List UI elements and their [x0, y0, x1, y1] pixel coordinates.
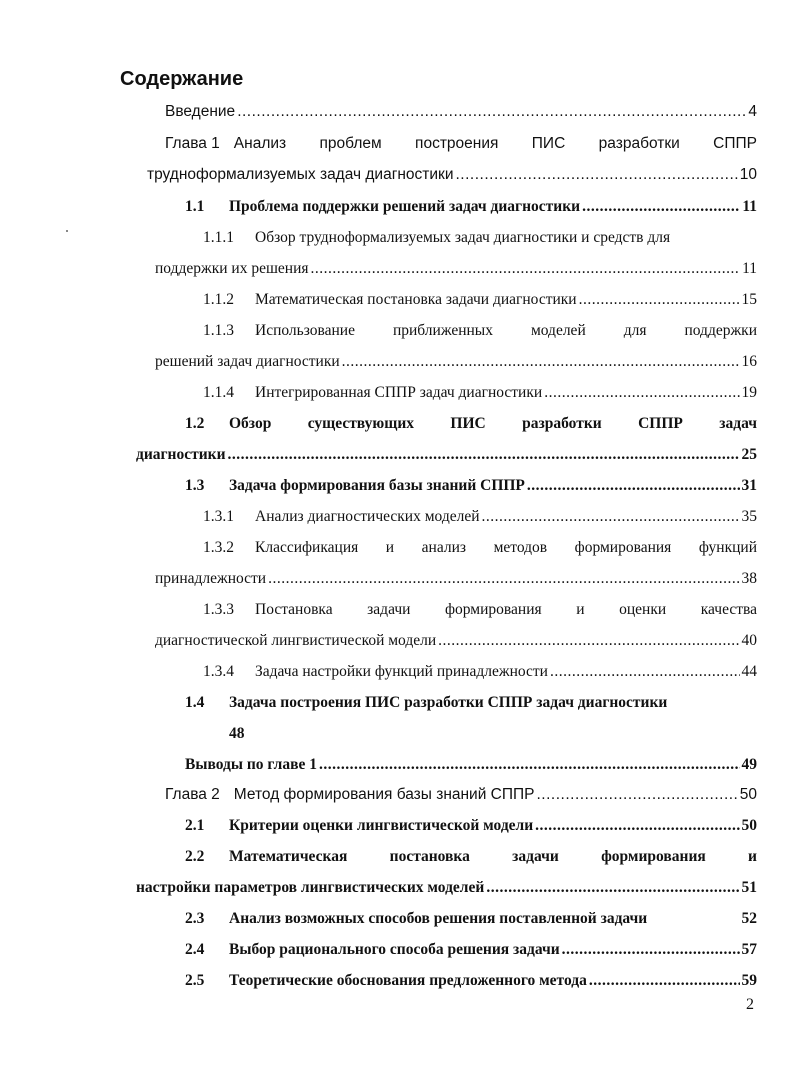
toc-entry-text: Задача формирования базы знаний СППР: [229, 477, 525, 494]
toc-page: 4: [748, 103, 757, 120]
toc-page: 11: [742, 260, 757, 277]
scan-speck: [66, 230, 68, 232]
toc-entry-text: Задача настройки функций принадлежности: [255, 663, 548, 680]
toc-num: 1.1: [185, 198, 205, 215]
page-number: 2: [746, 996, 754, 1013]
toc-entry-1-3-4[interactable]: [203, 659, 757, 681]
toc-page: 52: [741, 910, 757, 927]
toc-entry-text: Классификация и анализ методов формирования функций: [255, 539, 757, 556]
toc-entry-2-5[interactable]: [185, 968, 757, 990]
toc-entry-ch1-line2[interactable]: [147, 162, 757, 184]
toc-leader: [228, 446, 740, 464]
toc-entry-text: Постановка задачи формирования и оценки качества: [255, 601, 757, 618]
toc-num: 2.5: [185, 972, 205, 989]
toc-entry-2-2-line1[interactable]: [185, 844, 757, 866]
toc-page: 49: [741, 756, 757, 773]
toc-num: 1.1.3: [203, 322, 234, 339]
toc-leader: [456, 166, 738, 184]
toc-num: 1.1.2: [203, 291, 234, 308]
toc-entry-2-1[interactable]: [185, 813, 757, 835]
toc-page: 40: [741, 632, 757, 649]
toc-page: 48: [229, 725, 245, 742]
toc-num: 2.1: [185, 817, 205, 834]
toc-num: 1.3.2: [203, 539, 234, 556]
toc-entry-1-2-line2[interactable]: [136, 442, 757, 464]
toc-entry-ch2[interactable]: [165, 782, 757, 804]
toc-entry-text: Проблема поддержки решений задач диагностики: [229, 198, 581, 215]
toc-entry-ch1-line1[interactable]: [165, 131, 757, 153]
toc-num: 1.3: [185, 477, 205, 494]
toc-num: 1.3.1: [203, 508, 234, 525]
toc-entry-2-4[interactable]: [185, 937, 757, 959]
toc-num: 1.3.4: [203, 663, 234, 680]
toc-page: 16: [741, 353, 757, 370]
toc-page: 19: [741, 384, 757, 401]
toc-page: 11: [742, 198, 757, 215]
toc-entry-text: настройки параметров лингвистических моделей: [136, 879, 485, 896]
toc-entry-text: поддержки их решения: [155, 260, 309, 277]
toc-entry-text: Анализ диагностических моделей: [255, 508, 480, 525]
toc-entry-1-1-3-line2[interactable]: [155, 349, 757, 371]
toc-page: 57: [741, 941, 757, 958]
toc-entry-2-2-line2[interactable]: [136, 875, 757, 897]
toc-num: Глава 2: [165, 786, 220, 803]
toc-page: 25: [741, 446, 757, 463]
toc-page: 59: [741, 972, 757, 989]
toc-entry-text: Математическая постановка задачи формирования и: [229, 848, 757, 865]
toc-num: 1.3.3: [203, 601, 234, 618]
toc-page: 35: [741, 508, 757, 525]
toc-leader: [311, 260, 741, 278]
toc-num: 1.2: [185, 415, 205, 432]
toc-leader: [589, 972, 740, 990]
toc-leader: [582, 198, 740, 216]
toc-num: 2.2: [185, 848, 205, 865]
toc-page: 31: [741, 477, 757, 494]
toc-leader: [482, 508, 740, 526]
toc-entry-1-2-line1[interactable]: [185, 411, 757, 433]
toc-leader: [537, 786, 738, 804]
toc-entry-intro[interactable]: [165, 99, 757, 121]
toc-entry-text: Использование приближенных моделей для поддержки: [255, 322, 757, 339]
toc-entry-text: Критерии оценки лингвистической модели: [229, 817, 534, 834]
toc-num: Глава 1: [165, 135, 220, 152]
toc-leader: [438, 632, 739, 650]
toc-entry-text: принадлежности: [155, 570, 267, 587]
toc-entry-1-1-2[interactable]: [203, 287, 757, 309]
toc-entry-text: Задача построения ПИС разработки СППР задач диагностики: [229, 694, 668, 711]
toc-page: 15: [741, 291, 757, 308]
toc-leader: [544, 384, 739, 402]
toc-entry-text: решений задач диагностики: [155, 353, 340, 370]
toc-leader: [486, 879, 739, 897]
toc-num: 1.1.4: [203, 384, 234, 401]
toc-entry-text: Выбор рационального способа решения задачи: [229, 941, 560, 958]
toc-leader: [268, 570, 739, 588]
toc-entry-text: Введение: [165, 103, 236, 120]
toc-entry-1-4-line2[interactable]: [229, 721, 245, 743]
toc-entry-1-1-1-line1[interactable]: [203, 225, 757, 247]
toc-leader: [342, 353, 740, 371]
toc-page: 44: [741, 663, 757, 680]
toc-entry-1-1[interactable]: [185, 194, 757, 216]
toc-entry-1-3[interactable]: [185, 473, 757, 495]
toc-leader: [562, 941, 740, 959]
toc-num: 1.1.1: [203, 229, 234, 246]
page-title: Содержание: [120, 68, 244, 90]
toc-leader: [550, 663, 740, 681]
toc-entry-1-3-3-line2[interactable]: [155, 628, 757, 650]
toc-entry-1-4-line1[interactable]: [185, 690, 757, 712]
toc-entry-text: Анализ возможных способов решения поставленной задачи: [229, 910, 648, 927]
toc-leader: [535, 817, 739, 835]
toc-entry-text: Интегрированная СППР задач диагностики: [255, 384, 543, 401]
toc-entry-text: Выводы по главе 1: [185, 756, 317, 773]
toc-page: 50: [739, 786, 757, 803]
toc-page: 51: [741, 879, 757, 896]
toc-num: 2.3: [185, 910, 205, 927]
toc-entry-1-3-2-line2[interactable]: [155, 566, 757, 588]
toc-entry-1-1-4[interactable]: [203, 380, 757, 402]
toc-num: 2.4: [185, 941, 205, 958]
toc-entry-1-1-1-line2[interactable]: [155, 256, 757, 278]
toc-entry-text: Математическая постановка задачи диагностики: [255, 291, 577, 308]
toc-page: 10: [739, 166, 757, 183]
toc-entry-conclusions-1[interactable]: [185, 752, 757, 774]
toc-entry-text: Обзор трудноформализуемых задач диагностики и средств для: [255, 229, 671, 246]
toc-entry-1-3-1[interactable]: [203, 504, 757, 526]
toc-entry-1-3-3-line1[interactable]: [203, 597, 757, 619]
toc-num: 1.4: [185, 694, 205, 711]
toc-leader: [319, 756, 740, 774]
toc-entry-2-3[interactable]: [185, 906, 757, 928]
toc-entry-text: Анализ проблем построения ПИС разработки СППР: [233, 135, 757, 152]
toc-entry-text: диагностики: [136, 446, 226, 463]
toc-leader: [237, 103, 746, 121]
toc-entry-text: Метод формирования базы знаний СППР: [233, 786, 535, 803]
toc-leader: [579, 291, 740, 309]
toc-entry-text: Теоретические обоснования предложенного метода: [229, 972, 587, 989]
toc-page: 38: [741, 570, 757, 587]
toc-entry-text: трудноформализуемых задач диагностики: [147, 166, 454, 183]
toc-entry-1-1-3-line1[interactable]: [203, 318, 757, 340]
toc-leader: [527, 477, 740, 495]
toc-entry-text: диагностической лингвистической модели: [155, 632, 437, 649]
toc-entry-text: Обзор существующих ПИС разработки СППР задач: [229, 415, 757, 432]
toc-entry-1-3-2-line1[interactable]: [203, 535, 757, 557]
toc-page: 50: [741, 817, 757, 834]
